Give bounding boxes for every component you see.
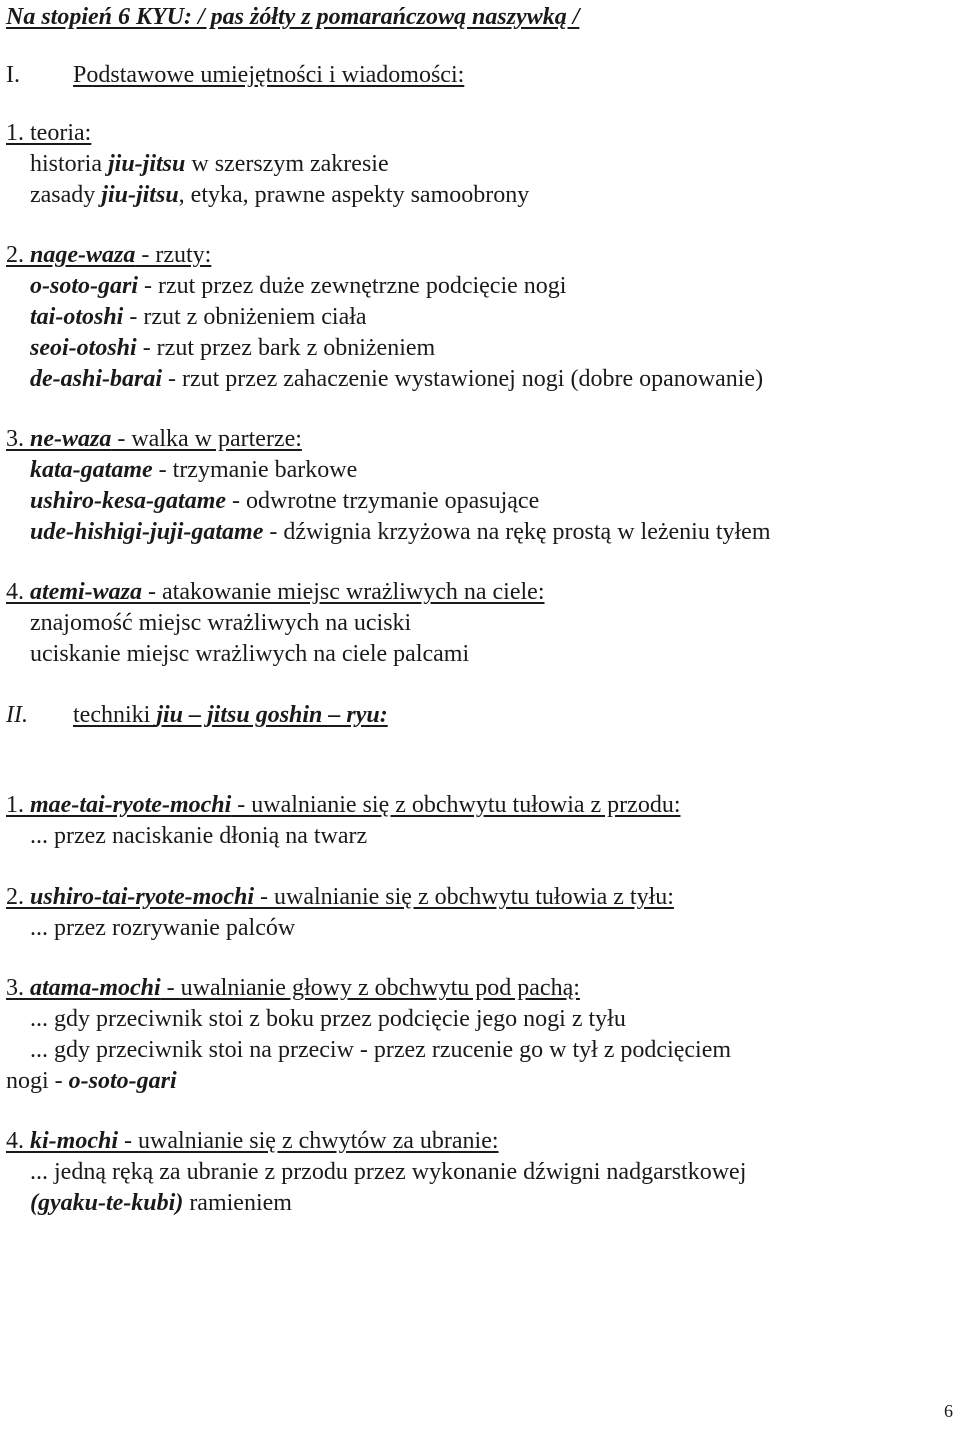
technique-1-heading: 1. mae-tai-ryote-mochi - uwalnianie się z obchwytu tułowia z przodu: <box>6 792 681 818</box>
throw-row: de-ashi-barai - rzut przez zahaczenie wystawionej nogi (dobre opanowanie) <box>30 366 764 392</box>
page-title: Na stopień 6 KYU: / pas żółty z pomarańczową naszywką / <box>6 4 580 30</box>
section-1-title: Podstawowe umiejętności i wiadomości: <box>73 62 465 88</box>
item-4-line-2: uciskanie miejsc wrażliwych na ciele palcami <box>30 641 470 667</box>
section-2-numeral: II. <box>6 702 28 728</box>
technique-4-line-2: (gyaku-te-kubi) ramieniem <box>30 1190 292 1216</box>
technique-2-heading: 2. ushiro-tai-ryote-mochi - uwalnianie się z obchwytu tułowia z tyłu: <box>6 884 674 910</box>
technique-4-line-1: ... jedną ręką za ubranie z przodu przez wykonanie dźwigni nadgarstkowej <box>30 1159 747 1185</box>
technique-3-line-3: nogi - o-soto-gari <box>6 1068 177 1094</box>
page-number: 6 <box>944 1401 953 1421</box>
item-1-line-1: historia jiu-jitsu w szerszym zakresie <box>30 151 389 177</box>
technique-1-line-1: ... przez naciskanie dłonią na twarz <box>30 823 368 849</box>
item-4-heading: 4. atemi-waza - atakowanie miejsc wrażliwych na ciele: <box>6 579 545 605</box>
ground-technique-row: kata-gatame - trzymanie barkowe <box>30 457 358 483</box>
throw-row: o-soto-gari - rzut przez duże zewnętrzne podcięcie nogi <box>30 273 567 299</box>
item-4-line-1: znajomość miejsc wrażliwych na uciski <box>30 610 412 636</box>
section-2-title: techniki jiu – jitsu goshin – ryu: <box>73 702 388 728</box>
technique-3-line-1: ... gdy przeciwnik stoi z boku przez podcięcie jego nogi z tyłu <box>30 1006 626 1032</box>
technique-2-line-1: ... przez rozrywanie palców <box>30 915 296 941</box>
throw-row: tai-otoshi - rzut z obniżeniem ciała <box>30 304 367 330</box>
throw-row: seoi-otoshi - rzut przez bark z obniżeniem <box>30 335 436 361</box>
technique-4-heading: 4. ki-mochi - uwalnianie się z chwytów za ubranie: <box>6 1128 499 1154</box>
ground-technique-row: ushiro-kesa-gatame - odwrotne trzymanie opasujące <box>30 488 540 514</box>
item-2-heading: 2. nage-waza - rzuty: <box>6 242 212 268</box>
item-3-heading: 3. ne-waza - walka w parterze: <box>6 426 302 452</box>
technique-3-line-2: ... gdy przeciwnik stoi na przeciw - przez rzucenie go w tył z podcięciem <box>30 1037 732 1063</box>
item-1-line-2: zasady jiu-jitsu, etyka, prawne aspekty samoobrony <box>30 182 530 208</box>
section-1-numeral: I. <box>6 62 20 88</box>
ground-technique-row: ude-hishigi-juji-gatame - dźwignia krzyżowa na rękę prostą w leżeniu tyłem <box>30 519 771 545</box>
technique-3-heading: 3. atama-mochi - uwalnianie głowy z obchwytu pod pachą: <box>6 975 580 1001</box>
item-1-heading: 1. teoria: <box>6 120 92 146</box>
